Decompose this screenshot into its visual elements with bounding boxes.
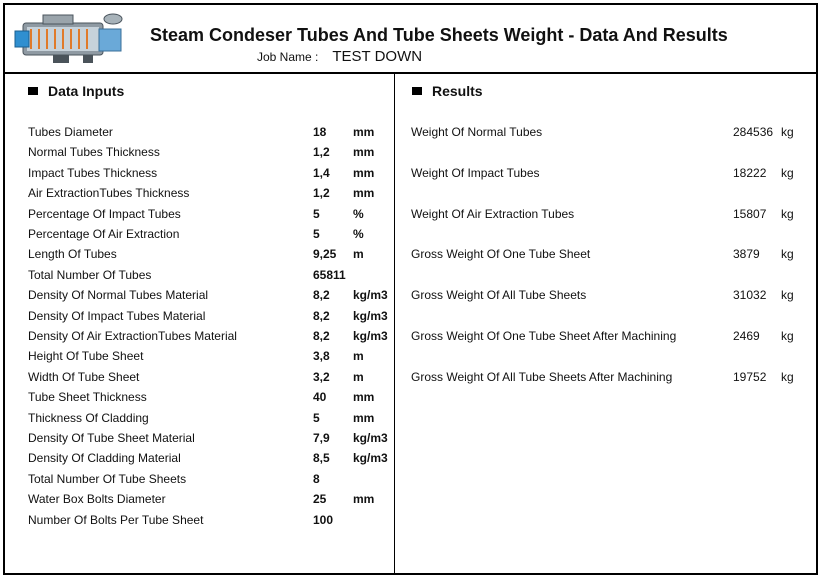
input-label: Percentage Of Impact Tubes — [28, 206, 181, 221]
result-row — [411, 370, 811, 390]
result-label: Weight Of Normal Tubes — [411, 125, 543, 139]
input-unit: kg/m3 — [353, 431, 388, 445]
result-row — [411, 329, 811, 349]
result-row — [411, 125, 811, 145]
input-value: 7,9 — [313, 431, 330, 445]
report-title: Steam Condeser Tubes And Tube Sheets Weight - Data And Results — [150, 25, 728, 45]
input-value: 65811 — [313, 267, 346, 282]
input-value: 8 — [313, 471, 320, 486]
result-label: Gross Weight Of All Tube Sheets — [411, 288, 587, 303]
result-value: 3879 — [733, 247, 760, 262]
input-label: Air ExtractionTubes Thickness — [28, 186, 190, 201]
input-value: 8,2 — [313, 288, 330, 303]
result-row — [411, 166, 811, 186]
result-row — [411, 247, 811, 267]
input-value: 1,2 — [313, 186, 330, 201]
input-label: Width Of Tube Sheet — [28, 369, 140, 384]
input-unit: mm — [353, 165, 375, 180]
input-value: 8,2 — [313, 329, 330, 343]
input-label: Total Number Of Tubes — [28, 267, 152, 282]
input-unit: mm — [353, 145, 375, 160]
input-label: Number Of Bolts Per Tube Sheet — [28, 512, 204, 527]
input-value: 1,2 — [313, 145, 330, 160]
input-unit: m — [353, 349, 364, 364]
input-row — [28, 227, 388, 247]
input-value: 100 — [313, 512, 334, 527]
input-row — [28, 431, 388, 451]
input-value: 25 — [313, 492, 327, 507]
input-label: Normal Tubes Thickness — [28, 145, 160, 160]
input-label: Length Of Tubes — [28, 247, 117, 262]
input-unit: kg/m3 — [353, 308, 388, 323]
input-row — [28, 145, 388, 165]
input-label: Density Of Air ExtractionTubes Material — [28, 329, 237, 343]
input-label: Total Number Of Tube Sheets — [28, 471, 187, 486]
input-value: 8,5 — [313, 451, 330, 466]
input-value: 8,2 — [313, 308, 330, 323]
input-value: 3,8 — [313, 349, 330, 364]
bullet-square-icon — [412, 87, 422, 95]
result-unit: kg — [781, 165, 794, 180]
input-row — [28, 125, 388, 145]
result-unit: kg — [781, 329, 794, 343]
input-label: Percentage Of Air Extraction — [28, 227, 180, 241]
input-unit: % — [353, 206, 364, 221]
input-unit: kg/m3 — [353, 288, 388, 303]
result-unit: kg — [781, 125, 794, 139]
input-value: 5 — [313, 206, 320, 221]
job-name-line — [257, 48, 422, 65]
input-label: Density Of Cladding Material — [28, 451, 181, 466]
input-row — [28, 309, 388, 329]
input-row — [28, 492, 388, 512]
input-label: Impact Tubes Thickness — [28, 165, 158, 180]
result-label: Weight Of Impact Tubes — [411, 165, 540, 180]
input-value: 18 — [313, 125, 327, 139]
data-inputs-title: Data Inputs — [48, 83, 125, 99]
input-unit: mm — [353, 390, 375, 405]
input-value: 5 — [313, 410, 320, 425]
result-value: 284536 — [733, 125, 774, 139]
result-value: 18222 — [733, 165, 767, 180]
input-row — [28, 288, 388, 308]
input-row — [28, 411, 388, 431]
result-value: 19752 — [733, 369, 767, 384]
result-label: Gross Weight Of One Tube Sheet After Machining — [411, 329, 677, 343]
input-row — [28, 390, 388, 410]
report-header — [5, 5, 816, 74]
input-value: 9,25 — [313, 247, 337, 262]
job-name-value: TEST DOWN — [332, 48, 423, 65]
bullet-square-icon — [28, 87, 38, 95]
input-row — [28, 451, 388, 471]
result-unit: kg — [781, 247, 794, 262]
input-value: 5 — [313, 227, 320, 241]
input-row — [28, 349, 388, 369]
input-label: Tubes Diameter — [28, 125, 113, 139]
input-row — [28, 370, 388, 390]
input-label: Thickness Of Cladding — [28, 410, 149, 425]
result-unit: kg — [781, 369, 794, 384]
input-unit: mm — [353, 186, 375, 201]
result-label: Weight Of Air Extraction Tubes — [411, 206, 575, 221]
result-value: 2469 — [733, 329, 760, 343]
results-heading — [412, 83, 483, 99]
input-value: 3,2 — [313, 369, 330, 384]
condenser-logo-icon — [13, 9, 133, 67]
results-title: Results — [432, 83, 483, 99]
result-label: Gross Weight Of All Tube Sheets After Machining — [411, 369, 673, 384]
input-unit: % — [353, 227, 364, 241]
input-unit: mm — [353, 410, 375, 425]
input-label: Tube Sheet Thickness — [28, 390, 147, 405]
input-row — [28, 513, 388, 533]
input-label: Density Of Normal Tubes Material — [28, 288, 209, 303]
input-row — [28, 166, 388, 186]
result-value: 31032 — [733, 288, 767, 303]
input-value: 1,4 — [313, 165, 330, 180]
result-unit: kg — [781, 206, 794, 221]
input-row — [28, 207, 388, 227]
input-row — [28, 186, 388, 206]
report-frame — [3, 3, 818, 575]
input-label: Height Of Tube Sheet — [28, 349, 144, 364]
input-row — [28, 268, 388, 288]
input-label: Density Of Tube Sheet Material — [28, 431, 195, 445]
input-row — [28, 247, 388, 267]
result-row — [411, 288, 811, 308]
result-row — [411, 207, 811, 227]
input-unit: m — [353, 369, 364, 384]
input-label: Density Of Impact Tubes Material — [28, 308, 206, 323]
result-label: Gross Weight Of One Tube Sheet — [411, 247, 591, 262]
job-name-label: Job Name : — [257, 50, 319, 64]
input-label: Water Box Bolts Diameter — [28, 492, 166, 507]
column-divider — [394, 72, 395, 575]
input-unit: mm — [353, 492, 375, 507]
input-row — [28, 472, 388, 492]
input-unit: mm — [353, 125, 375, 139]
input-value: 40 — [313, 390, 327, 405]
input-row — [28, 329, 388, 349]
result-value: 15807 — [733, 206, 767, 221]
result-unit: kg — [781, 288, 794, 303]
input-unit: kg/m3 — [353, 451, 388, 466]
input-unit: kg/m3 — [353, 329, 388, 343]
input-unit: m — [353, 247, 364, 262]
data-inputs-heading — [28, 83, 124, 99]
